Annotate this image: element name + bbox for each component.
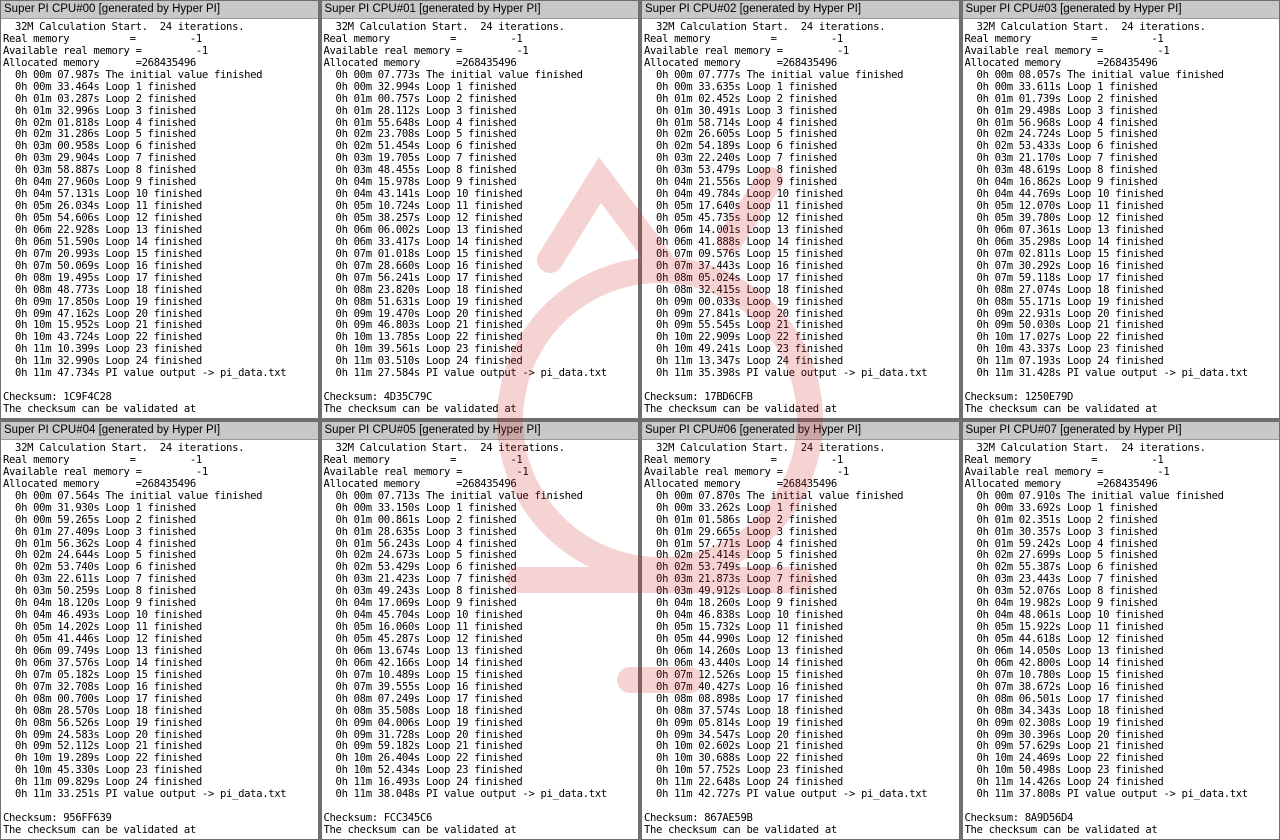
console-line: 0h 00m 33.262s Loop 1 finished bbox=[644, 502, 837, 514]
console-line: 0h 08m 06.501s Loop 17 finished bbox=[964, 693, 1164, 705]
console-line: 0h 04m 57.131s Loop 10 finished bbox=[3, 189, 202, 201]
console-line: 0h 10m 52.434s Loop 23 finished bbox=[323, 765, 523, 777]
console-line: 0h 05m 38.257s Loop 12 finished bbox=[323, 213, 523, 224]
console-line: 0h 02m 26.605s Loop 5 finished bbox=[644, 129, 837, 141]
console-line: 0h 11m 03.510s Loop 24 finished bbox=[323, 356, 523, 368]
console-line: 0h 03m 22.240s Loop 7 finished bbox=[644, 153, 837, 165]
console-line: 0h 10m 43.337s Loop 23 finished bbox=[964, 344, 1164, 356]
console-line: 0h 05m 10.724s Loop 11 finished bbox=[323, 201, 523, 213]
console-line: 0h 05m 41.446s Loop 12 finished bbox=[3, 634, 202, 645]
console-line: 0h 08m 51.631s Loop 19 finished bbox=[323, 296, 523, 308]
console-line: The checksum can be validated at bbox=[644, 825, 837, 836]
console-line: 0h 09m 04.006s Loop 19 finished bbox=[323, 717, 523, 729]
console-line: 0h 00m 33.464s Loop 1 finished bbox=[3, 81, 196, 93]
console-line: 0h 08m 07.249s Loop 17 finished bbox=[323, 693, 523, 705]
console-line: 32M Calculation Start. 24 iterations. bbox=[323, 443, 565, 454]
console-line: 0h 11m 16.493s Loop 24 finished bbox=[323, 777, 523, 789]
console-line: 0h 02m 53.429s Loop 6 finished bbox=[323, 562, 517, 574]
console-line: 0h 09m 22.931s Loop 20 finished bbox=[964, 308, 1164, 320]
console-output bbox=[322, 19, 639, 416]
console-line: Available real memory = -1 bbox=[3, 45, 208, 57]
console-line: Available real memory = -1 bbox=[323, 45, 529, 57]
console-line: 0h 10m 26.404s Loop 22 finished bbox=[323, 753, 523, 765]
console-line: 0h 07m 01.018s Loop 15 finished bbox=[323, 248, 523, 260]
console-line: 0h 11m 22.648s Loop 24 finished bbox=[644, 777, 843, 789]
console-line: 0h 00m 33.150s Loop 1 finished bbox=[323, 502, 517, 514]
console-line: 0h 00m 07.773s The initial value finished bbox=[323, 69, 583, 81]
console-line: Real memory = -1 bbox=[964, 454, 1164, 466]
console-line: 0h 08m 32.415s Loop 18 finished bbox=[644, 284, 843, 296]
console-line: 0h 09m 05.814s Loop 19 finished bbox=[644, 717, 843, 729]
console-line: 0h 06m 09.749s Loop 13 finished bbox=[3, 645, 202, 657]
console-line: 0h 09m 59.182s Loop 21 finished bbox=[323, 741, 523, 753]
console-line bbox=[324, 380, 639, 392]
console-line: 0h 05m 15.732s Loop 11 finished bbox=[644, 622, 843, 634]
console-line: 0h 01m 03.287s Loop 2 finished bbox=[3, 93, 196, 105]
window-title[interactable]: Super PI CPU#02 [generated by Hyper PI] bbox=[642, 1, 959, 19]
console-line: 0h 05m 15.922s Loop 11 finished bbox=[964, 622, 1164, 634]
console-line: 0h 02m 25.414s Loop 5 finished bbox=[644, 550, 837, 562]
console-line: 0h 09m 17.850s Loop 19 finished bbox=[3, 296, 202, 308]
console-line: 0h 11m 38.048s PI value output -> pi_data.txt bbox=[323, 789, 607, 801]
console-line: 0h 06m 07.361s Loop 13 finished bbox=[964, 224, 1164, 236]
console-line: 0h 11m 31.428s PI value output -> pi_data.txt bbox=[964, 368, 1248, 380]
console-line: 0h 04m 27.960s Loop 9 finished bbox=[3, 177, 196, 189]
console-line: 0h 04m 43.141s Loop 10 finished bbox=[323, 189, 523, 201]
console-line: 0h 07m 05.182s Loop 15 finished bbox=[3, 669, 202, 681]
console-line: The checksum can be validated at bbox=[964, 825, 1158, 836]
console-line: 0h 09m 31.728s Loop 20 finished bbox=[323, 729, 523, 741]
console-line bbox=[644, 380, 959, 392]
console-line: 0h 06m 35.298s Loop 14 finished bbox=[964, 236, 1164, 248]
console-line: 0h 02m 54.189s Loop 6 finished bbox=[644, 141, 837, 153]
console-line: 0h 02m 24.644s Loop 5 finished bbox=[3, 550, 196, 562]
console-line bbox=[965, 801, 1280, 813]
console-line: 0h 08m 48.773s Loop 18 finished bbox=[3, 284, 202, 296]
console-line: 0h 01m 59.242s Loop 4 finished bbox=[964, 538, 1158, 550]
console-output bbox=[642, 19, 959, 416]
console-line bbox=[3, 380, 318, 392]
console-line: 0h 07m 30.292s Loop 16 finished bbox=[964, 260, 1164, 272]
console-line: 0h 10m 39.561s Loop 23 finished bbox=[323, 344, 523, 356]
console-line: Allocated memory =268435496 bbox=[644, 478, 837, 490]
console-line: 0h 07m 20.993s Loop 15 finished bbox=[3, 248, 202, 260]
console-line: Available real memory = -1 bbox=[3, 466, 208, 478]
console-line: 0h 05m 44.618s Loop 12 finished bbox=[964, 634, 1164, 645]
console-line: 0h 07m 10.780s Loop 15 finished bbox=[964, 669, 1164, 681]
console-line: The checksum can be validated at bbox=[323, 825, 517, 836]
console-line: 0h 06m 42.800s Loop 14 finished bbox=[964, 657, 1164, 669]
console-line bbox=[324, 801, 639, 813]
console-line: 0h 01m 28.112s Loop 3 finished bbox=[323, 105, 517, 117]
console-line: Allocated memory =268435496 bbox=[323, 478, 517, 490]
console-output bbox=[963, 19, 1280, 416]
window-title[interactable]: Super PI CPU#06 [generated by Hyper PI] bbox=[642, 422, 959, 440]
console-line: 0h 02m 23.708s Loop 5 finished bbox=[323, 129, 517, 141]
console-line: Real memory = -1 bbox=[644, 454, 843, 466]
console-line: 0h 10m 24.469s Loop 22 finished bbox=[964, 753, 1164, 765]
console-line: 0h 03m 19.705s Loop 7 finished bbox=[323, 153, 517, 165]
console-line: 0h 05m 16.060s Loop 11 finished bbox=[323, 622, 523, 634]
console-line: 0h 07m 38.672s Loop 16 finished bbox=[964, 681, 1164, 693]
superpi-window-cpu00[interactable] bbox=[0, 0, 319, 419]
console-line: 0h 11m 35.398s PI value output -> pi_data.txt bbox=[644, 368, 928, 380]
console-line: Allocated memory =268435496 bbox=[964, 57, 1158, 69]
console-line: 32M Calculation Start. 24 iterations. bbox=[3, 22, 245, 33]
console-line: 0h 01m 28.635s Loop 3 finished bbox=[323, 526, 517, 538]
console-line: 0h 01m 29.498s Loop 3 finished bbox=[964, 105, 1158, 117]
console-line: 0h 10m 43.724s Loop 22 finished bbox=[3, 332, 202, 344]
console-line: 0h 07m 39.555s Loop 16 finished bbox=[323, 681, 523, 693]
console-line: Real memory = -1 bbox=[964, 33, 1164, 45]
console-line: 0h 01m 56.968s Loop 4 finished bbox=[964, 117, 1158, 129]
console-line: 0h 03m 21.423s Loop 7 finished bbox=[323, 574, 517, 586]
console-line: 0h 09m 19.470s Loop 20 finished bbox=[323, 308, 523, 320]
console-line: Available real memory = -1 bbox=[964, 466, 1170, 478]
console-line: 0h 01m 55.648s Loop 4 finished bbox=[323, 117, 517, 129]
console-line: 0h 09m 52.112s Loop 21 finished bbox=[3, 741, 202, 753]
console-line: 0h 09m 46.803s Loop 21 finished bbox=[323, 320, 523, 332]
console-line: 0h 08m 19.495s Loop 17 finished bbox=[3, 272, 202, 284]
console-line: The checksum can be validated at bbox=[323, 404, 517, 415]
superpi-window-cpu05[interactable] bbox=[321, 421, 640, 840]
console-line: 0h 05m 14.202s Loop 11 finished bbox=[3, 622, 202, 634]
console-line: 0h 09m 30.396s Loop 20 finished bbox=[964, 729, 1164, 741]
console-line: 0h 11m 42.727s PI value output -> pi_data.txt bbox=[644, 789, 928, 801]
console-line: 0h 05m 17.640s Loop 11 finished bbox=[644, 201, 843, 213]
console-line: 0h 03m 00.958s Loop 6 finished bbox=[3, 141, 196, 153]
console-line: 0h 06m 14.050s Loop 13 finished bbox=[964, 645, 1164, 657]
console-line: Real memory = -1 bbox=[3, 454, 202, 466]
console-line: Available real memory = -1 bbox=[964, 45, 1170, 57]
console-line: 0h 03m 22.611s Loop 7 finished bbox=[3, 574, 196, 586]
console-line: 32M Calculation Start. 24 iterations. bbox=[3, 443, 245, 454]
console-line: 0h 01m 01.586s Loop 2 finished bbox=[644, 514, 837, 526]
console-line: 0h 06m 13.674s Loop 13 finished bbox=[323, 645, 523, 657]
console-line: Checksum: 867AE59B bbox=[644, 813, 753, 825]
console-line: Real memory = -1 bbox=[3, 33, 202, 45]
console-line: 0h 05m 45.287s Loop 12 finished bbox=[323, 634, 523, 645]
console-line: 0h 03m 52.076s Loop 8 finished bbox=[964, 586, 1158, 598]
console-line: 0h 11m 32.990s Loop 24 finished bbox=[3, 356, 202, 368]
console-line: 0h 04m 44.769s Loop 10 finished bbox=[964, 189, 1164, 201]
console-line: Checksum: 956FF639 bbox=[3, 813, 112, 825]
window-title[interactable]: Super PI CPU#07 [generated by Hyper PI] bbox=[963, 422, 1280, 440]
console-line bbox=[965, 380, 1280, 392]
console-line: 0h 00m 07.987s The initial value finished bbox=[3, 69, 263, 81]
window-title[interactable]: Super PI CPU#00 [generated by Hyper PI] bbox=[1, 1, 318, 19]
console-line: 0h 07m 32.708s Loop 16 finished bbox=[3, 681, 202, 693]
console-line: 0h 05m 44.990s Loop 12 finished bbox=[644, 634, 843, 645]
console-line: 0h 01m 57.771s Loop 4 finished bbox=[644, 538, 837, 550]
superpi-window-cpu03[interactable] bbox=[962, 0, 1280, 419]
console-line: 0h 05m 26.034s Loop 11 finished bbox=[3, 201, 202, 213]
superpi-window-cpu07[interactable] bbox=[962, 421, 1280, 840]
console-line: 0h 09m 50.030s Loop 21 finished bbox=[964, 320, 1164, 332]
console-line: Real memory = -1 bbox=[323, 33, 523, 45]
console-line: 0h 08m 34.343s Loop 18 finished bbox=[964, 705, 1164, 717]
console-line: Available real memory = -1 bbox=[644, 466, 849, 478]
console-line: 0h 04m 49.784s Loop 10 finished bbox=[644, 189, 843, 201]
console-line: 0h 02m 53.433s Loop 6 finished bbox=[964, 141, 1158, 153]
console-line: The checksum can be validated at bbox=[964, 404, 1158, 415]
console-line: 0h 05m 12.070s Loop 11 finished bbox=[964, 201, 1164, 213]
console-line: 0h 03m 49.912s Loop 8 finished bbox=[644, 586, 837, 598]
console-line: Available real memory = -1 bbox=[323, 466, 529, 478]
console-line: 0h 06m 22.928s Loop 13 finished bbox=[3, 224, 202, 236]
console-line: 0h 02m 51.454s Loop 6 finished bbox=[323, 141, 517, 153]
console-line: 0h 01m 56.362s Loop 4 finished bbox=[3, 538, 196, 550]
console-line: 0h 07m 50.069s Loop 16 finished bbox=[3, 260, 202, 272]
console-line: 0h 11m 09.829s Loop 24 finished bbox=[3, 777, 202, 789]
console-line: 0h 02m 24.724s Loop 5 finished bbox=[964, 129, 1158, 141]
console-line: 0h 01m 27.409s Loop 3 finished bbox=[3, 526, 196, 538]
console-line: 0h 11m 07.193s Loop 24 finished bbox=[964, 356, 1164, 368]
console-line: Real memory = -1 bbox=[644, 33, 843, 45]
console-line: 0h 10m 19.289s Loop 22 finished bbox=[3, 753, 202, 765]
console-line: 0h 07m 40.427s Loop 16 finished bbox=[644, 681, 843, 693]
console-line: 0h 04m 21.556s Loop 9 finished bbox=[644, 177, 837, 189]
console-line: 0h 06m 41.888s Loop 14 finished bbox=[644, 236, 843, 248]
console-line: 0h 07m 12.526s Loop 15 finished bbox=[644, 669, 843, 681]
console-line: 0h 03m 21.873s Loop 7 finished bbox=[644, 574, 837, 586]
superpi-window-cpu01[interactable] bbox=[321, 0, 640, 419]
console-line: 0h 11m 14.426s Loop 24 finished bbox=[964, 777, 1164, 789]
console-line: 0h 01m 30.491s Loop 3 finished bbox=[644, 105, 837, 117]
console-line: Allocated memory =268435496 bbox=[3, 57, 196, 69]
console-line: 0h 07m 37.443s Loop 16 finished bbox=[644, 260, 843, 272]
console-line: 0h 08m 37.574s Loop 18 finished bbox=[644, 705, 843, 717]
console-line: The checksum can be validated at bbox=[3, 825, 196, 836]
console-line: 0h 00m 07.910s The initial value finished bbox=[964, 490, 1224, 502]
console-line: 0h 09m 34.547s Loop 20 finished bbox=[644, 729, 843, 741]
console-line: 0h 11m 13.347s Loop 24 finished bbox=[644, 356, 843, 368]
console-output bbox=[322, 440, 639, 837]
console-line: Real memory = -1 bbox=[323, 454, 523, 466]
console-line: 0h 06m 42.166s Loop 14 finished bbox=[323, 657, 523, 669]
console-line: 0h 06m 43.440s Loop 14 finished bbox=[644, 657, 843, 669]
console-line: 0h 01m 30.357s Loop 3 finished bbox=[964, 526, 1158, 538]
console-line: 0h 01m 01.739s Loop 2 finished bbox=[964, 93, 1158, 105]
console-line: 0h 10m 13.785s Loop 22 finished bbox=[323, 332, 523, 344]
console-line: 0h 08m 23.820s Loop 18 finished bbox=[323, 284, 523, 296]
console-line: 32M Calculation Start. 24 iterations. bbox=[964, 443, 1206, 454]
console-line: 0h 01m 02.351s Loop 2 finished bbox=[964, 514, 1158, 526]
console-line: 0h 10m 30.688s Loop 22 finished bbox=[644, 753, 843, 765]
console-line: 0h 09m 55.545s Loop 21 finished bbox=[644, 320, 843, 332]
console-output bbox=[963, 440, 1280, 837]
console-line: 0h 03m 48.455s Loop 8 finished bbox=[323, 165, 517, 177]
console-line: Allocated memory =268435496 bbox=[3, 478, 196, 490]
console-line: 0h 00m 07.564s The initial value finished bbox=[3, 490, 263, 502]
console-line: 0h 03m 48.619s Loop 8 finished bbox=[964, 165, 1158, 177]
console-line: 0h 06m 14.001s Loop 13 finished bbox=[644, 224, 843, 236]
console-line: 0h 01m 56.243s Loop 4 finished bbox=[323, 538, 517, 550]
console-line: Checksum: FCC345C6 bbox=[323, 813, 433, 825]
console-line: Checksum: 8A9D56D4 bbox=[964, 813, 1074, 825]
console-line: 0h 07m 09.576s Loop 15 finished bbox=[644, 248, 843, 260]
console-line: 0h 11m 27.584s PI value output -> pi_data.txt bbox=[323, 368, 607, 380]
console-line: 0h 07m 28.660s Loop 16 finished bbox=[323, 260, 523, 272]
console-line: 0h 02m 27.699s Loop 5 finished bbox=[964, 550, 1158, 562]
console-line: 0h 10m 17.027s Loop 22 finished bbox=[964, 332, 1164, 344]
console-line: 0h 08m 28.570s Loop 18 finished bbox=[3, 705, 202, 717]
console-line: Allocated memory =268435496 bbox=[964, 478, 1158, 490]
console-line: 0h 10m 15.952s Loop 21 finished bbox=[3, 320, 202, 332]
console-line: 0h 00m 32.994s Loop 1 finished bbox=[323, 81, 517, 93]
console-line: Checksum: 17BD6CFB bbox=[644, 392, 753, 404]
console-output bbox=[1, 440, 318, 837]
console-line: 0h 11m 33.251s PI value output -> pi_data.txt bbox=[3, 789, 287, 801]
console-line: 0h 03m 21.170s Loop 7 finished bbox=[964, 153, 1158, 165]
console-line: Available real memory = -1 bbox=[644, 45, 849, 57]
console-line: 0h 06m 14.260s Loop 13 finished bbox=[644, 645, 843, 657]
console-line: 0h 03m 23.443s Loop 7 finished bbox=[964, 574, 1158, 586]
console-line: 0h 01m 00.861s Loop 2 finished bbox=[323, 514, 517, 526]
console-line: 0h 02m 31.286s Loop 5 finished bbox=[3, 129, 196, 141]
console-line: 0h 04m 19.982s Loop 9 finished bbox=[964, 598, 1158, 610]
console-line: 0h 06m 37.576s Loop 14 finished bbox=[3, 657, 202, 669]
console-line: 0h 09m 24.583s Loop 20 finished bbox=[3, 729, 202, 741]
console-line: 0h 08m 56.526s Loop 19 finished bbox=[3, 717, 202, 729]
console-line: 32M Calculation Start. 24 iterations. bbox=[323, 22, 565, 33]
console-line: 0h 08m 27.074s Loop 18 finished bbox=[964, 284, 1164, 296]
console-line: 0h 08m 05.024s Loop 17 finished bbox=[644, 272, 843, 284]
console-line: 0h 00m 31.930s Loop 1 finished bbox=[3, 502, 196, 514]
window-title[interactable]: Super PI CPU#01 [generated by Hyper PI] bbox=[322, 1, 639, 19]
console-line: 0h 00m 07.870s The initial value finished bbox=[644, 490, 904, 502]
console-line: 0h 05m 54.606s Loop 12 finished bbox=[3, 213, 202, 224]
window-title[interactable]: Super PI CPU#04 [generated by Hyper PI] bbox=[1, 422, 318, 440]
console-line: 0h 04m 48.061s Loop 10 finished bbox=[964, 610, 1164, 622]
console-line: Allocated memory =268435496 bbox=[323, 57, 517, 69]
console-line: 0h 10m 02.602s Loop 21 finished bbox=[644, 741, 843, 753]
console-line: 0h 00m 07.713s The initial value finished bbox=[323, 490, 583, 502]
console-line: 0h 06m 51.590s Loop 14 finished bbox=[3, 236, 202, 248]
console-line: 0h 03m 49.243s Loop 8 finished bbox=[323, 586, 517, 598]
console-line: 0h 05m 39.780s Loop 12 finished bbox=[964, 213, 1164, 224]
console-line: 0h 10m 57.752s Loop 23 finished bbox=[644, 765, 843, 777]
console-line: 0h 09m 27.841s Loop 20 finished bbox=[644, 308, 843, 320]
console-line: 0h 10m 45.330s Loop 23 finished bbox=[3, 765, 202, 777]
console-line: 0h 04m 46.838s Loop 10 finished bbox=[644, 610, 843, 622]
console-line bbox=[3, 801, 318, 813]
console-line: 0h 01m 00.757s Loop 2 finished bbox=[323, 93, 517, 105]
console-line: 32M Calculation Start. 24 iterations. bbox=[644, 443, 886, 454]
console-line: 0h 11m 47.734s PI value output -> pi_data.txt bbox=[3, 368, 287, 380]
console-line: 0h 07m 02.811s Loop 15 finished bbox=[964, 248, 1164, 260]
console-line: 0h 04m 46.493s Loop 10 finished bbox=[3, 610, 202, 622]
console-line: 0h 00m 33.635s Loop 1 finished bbox=[644, 81, 837, 93]
console-line: 0h 00m 59.265s Loop 2 finished bbox=[3, 514, 196, 526]
console-line: 0h 11m 10.399s Loop 23 finished bbox=[3, 344, 202, 356]
console-line: 0h 01m 02.452s Loop 2 finished bbox=[644, 93, 837, 105]
console-output bbox=[642, 440, 959, 837]
console-line: 32M Calculation Start. 24 iterations. bbox=[964, 22, 1206, 33]
console-line: 0h 01m 29.665s Loop 3 finished bbox=[644, 526, 837, 538]
console-line: 0h 04m 45.704s Loop 10 finished bbox=[323, 610, 523, 622]
console-line: 0h 05m 45.735s Loop 12 finished bbox=[644, 213, 843, 224]
console-line: 0h 00m 07.777s The initial value finished bbox=[644, 69, 904, 81]
console-line bbox=[644, 801, 959, 813]
console-line: 32M Calculation Start. 24 iterations. bbox=[644, 22, 886, 33]
console-line: Checksum: 1250E79D bbox=[964, 392, 1074, 404]
console-line: 0h 09m 02.308s Loop 19 finished bbox=[964, 717, 1164, 729]
console-line: The checksum can be validated at bbox=[3, 404, 196, 415]
console-line: 0h 03m 53.479s Loop 8 finished bbox=[644, 165, 837, 177]
console-line: 0h 04m 15.978s Loop 9 finished bbox=[323, 177, 517, 189]
console-line: 0h 04m 18.120s Loop 9 finished bbox=[3, 598, 196, 610]
console-line: 0h 01m 32.996s Loop 3 finished bbox=[3, 105, 196, 117]
window-title[interactable]: Super PI CPU#03 [generated by Hyper PI] bbox=[963, 1, 1280, 19]
console-line: 0h 01m 58.714s Loop 4 finished bbox=[644, 117, 837, 129]
console-line: Checksum: 1C9F4C28 bbox=[3, 392, 112, 404]
console-line: The checksum can be validated at bbox=[644, 404, 837, 415]
console-line: 0h 04m 16.862s Loop 9 finished bbox=[964, 177, 1158, 189]
console-line: 0h 02m 53.749s Loop 6 finished bbox=[644, 562, 837, 574]
console-line: 0h 04m 17.069s Loop 9 finished bbox=[323, 598, 517, 610]
console-line: 0h 04m 18.260s Loop 9 finished bbox=[644, 598, 837, 610]
console-line: 0h 07m 59.118s Loop 17 finished bbox=[964, 272, 1164, 284]
console-line: 0h 00m 08.057s The initial value finished bbox=[964, 69, 1224, 81]
console-line: 0h 00m 33.692s Loop 1 finished bbox=[964, 502, 1158, 514]
console-line: 0h 06m 06.002s Loop 13 finished bbox=[323, 224, 523, 236]
console-line: 0h 08m 35.508s Loop 18 finished bbox=[323, 705, 523, 717]
console-line: 0h 07m 56.241s Loop 17 finished bbox=[323, 272, 523, 284]
console-line: Allocated memory =268435496 bbox=[644, 57, 837, 69]
console-line: 0h 02m 53.740s Loop 6 finished bbox=[3, 562, 196, 574]
console-line: 0h 08m 08.898s Loop 17 finished bbox=[644, 693, 843, 705]
console-line: 0h 10m 50.498s Loop 23 finished bbox=[964, 765, 1164, 777]
window-title[interactable]: Super PI CPU#05 [generated by Hyper PI] bbox=[322, 422, 639, 440]
superpi-window-cpu06[interactable] bbox=[641, 421, 960, 840]
superpi-window-cpu02[interactable] bbox=[641, 0, 960, 419]
console-line: 0h 10m 49.241s Loop 23 finished bbox=[644, 344, 843, 356]
console-line: 0h 03m 29.904s Loop 7 finished bbox=[3, 153, 196, 165]
console-line: 0h 08m 00.700s Loop 17 finished bbox=[3, 693, 202, 705]
console-line: 0h 10m 22.909s Loop 22 finished bbox=[644, 332, 843, 344]
console-line: 0h 02m 01.818s Loop 4 finished bbox=[3, 117, 196, 129]
console-line: 0h 11m 37.808s PI value output -> pi_data.txt bbox=[964, 789, 1248, 801]
console-line: 0h 09m 00.033s Loop 19 finished bbox=[644, 296, 843, 308]
console-line: 0h 02m 24.673s Loop 5 finished bbox=[323, 550, 517, 562]
console-output bbox=[1, 19, 318, 416]
console-line: 0h 08m 55.171s Loop 19 finished bbox=[964, 296, 1164, 308]
console-line: 0h 07m 10.489s Loop 15 finished bbox=[323, 669, 523, 681]
console-line: 0h 09m 57.629s Loop 21 finished bbox=[964, 741, 1164, 753]
console-line: 0h 03m 50.259s Loop 8 finished bbox=[3, 586, 196, 598]
superpi-window-cpu04[interactable] bbox=[0, 421, 319, 840]
console-line: 0h 06m 33.417s Loop 14 finished bbox=[323, 236, 523, 248]
console-line: Checksum: 4D35C79C bbox=[323, 392, 433, 404]
console-line: 0h 02m 55.387s Loop 6 finished bbox=[964, 562, 1158, 574]
console-line: 0h 03m 58.887s Loop 8 finished bbox=[3, 165, 196, 177]
console-line: 0h 00m 33.611s Loop 1 finished bbox=[964, 81, 1158, 93]
console-line: 0h 09m 47.162s Loop 20 finished bbox=[3, 308, 202, 320]
